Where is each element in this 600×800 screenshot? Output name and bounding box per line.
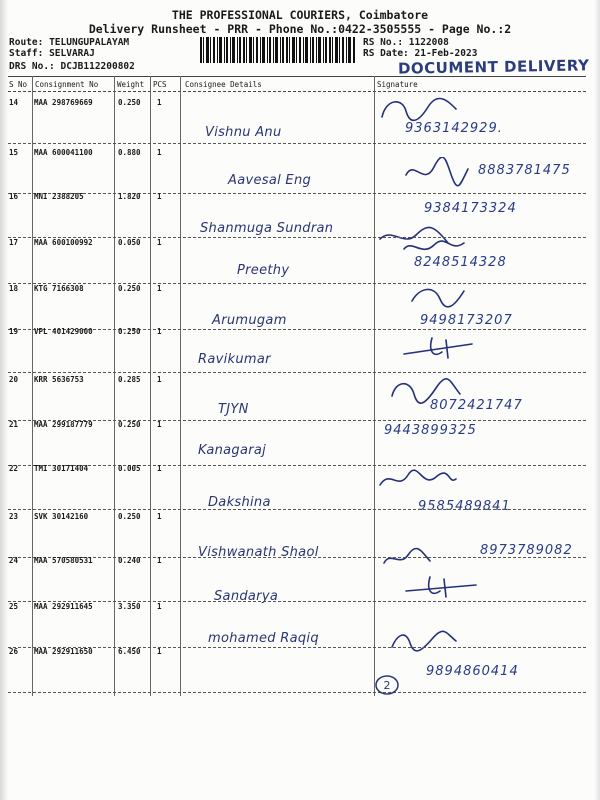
row-weight: 0.250 (118, 327, 141, 336)
row-weight: 0.005 (118, 464, 141, 473)
col-weight-header: Weight (117, 80, 145, 89)
col-consignee-header: Consignee Details (185, 80, 262, 89)
company-title: THE PROFESSIONAL COURIERS, Coimbatore (171, 8, 429, 22)
signature-stroke (382, 98, 456, 120)
consignee-name-handwritten: Preethy (237, 263, 290, 278)
row-weight: 0.880 (118, 148, 141, 157)
consignee-name-handwritten: Arumugam (212, 313, 287, 328)
row-weight: 0.240 (118, 556, 141, 565)
table-row (0, 553, 600, 604)
row-consignment-no: MAA 298769669 (34, 98, 93, 107)
table-row (0, 281, 600, 328)
row-consignment-no: MAA 292911650 (34, 647, 93, 656)
signature-scribble (378, 467, 458, 497)
receiver-phone-handwritten: 9363142929. (405, 121, 503, 136)
row-separator (8, 143, 586, 144)
row-consignment-no: KRR 5636753 (34, 375, 84, 384)
signature-stroke (404, 338, 472, 358)
receiver-phone-handwritten: 8973789082 (480, 543, 573, 558)
consignee-name-handwritten: mohamed Raqiq (208, 631, 319, 646)
route-line (9, 37, 129, 48)
row-pcs: 1 (157, 602, 162, 611)
document-delivery-stamp: DOCUMENT DELIVERY (397, 56, 590, 78)
table-row (0, 324, 600, 368)
table-row (0, 509, 600, 560)
row-pcs: 1 (157, 647, 162, 656)
signature-scribble (408, 281, 488, 311)
rs-date-value: 21-Feb-2023 (414, 48, 478, 59)
row-pcs: 1 (157, 192, 162, 201)
circled-page-number (372, 672, 402, 698)
drs-line (9, 61, 135, 72)
row-sno: 18 (9, 284, 19, 293)
col-sno-header: S No (9, 80, 28, 89)
rs-date-line (363, 48, 477, 59)
row-pcs: 1 (157, 512, 162, 521)
consignee-name-handwritten: Sandarya (214, 589, 279, 604)
col-signature-header: Signature (377, 80, 418, 89)
consignee-name-handwritten: Ravikumar (198, 352, 271, 367)
signature-stroke (404, 241, 464, 249)
signature-scribble (398, 334, 478, 364)
receiver-phone-handwritten: 9443899325 (384, 423, 477, 438)
row-sno: 19 (9, 327, 19, 336)
row-pcs: 1 (157, 284, 162, 293)
row-consignment-no: KTG 7166308 (34, 284, 84, 293)
table-row (0, 145, 600, 189)
circled-number: 2 (383, 679, 391, 692)
row-consignment-no: MAA 299187779 (34, 420, 93, 429)
row-sno: 17 (9, 238, 19, 247)
row-consignment-no: TMI 30171404 (34, 464, 89, 473)
row-sno: 14 (9, 98, 19, 107)
signature-stroke (406, 157, 468, 186)
row-consignment-no: MAA 292911645 (34, 602, 93, 611)
row-pcs: 1 (157, 98, 162, 107)
row-weight: 0.250 (118, 98, 141, 107)
row-pcs: 1 (157, 556, 162, 565)
drs-label: DRS No.: (9, 61, 55, 72)
row-weight: 0.250 (118, 512, 141, 521)
receiver-phone-handwritten: 8883781475 (478, 163, 571, 178)
row-sno: 26 (9, 647, 19, 656)
receiver-phone-handwritten: 8248514328 (414, 255, 507, 270)
receiver-phone-handwritten: 9384173324 (424, 201, 517, 216)
row-pcs: 1 (157, 375, 162, 384)
table-row (0, 189, 600, 236)
barcode (200, 37, 355, 63)
rs-date-label: RS Date: (363, 48, 409, 59)
row-weight: 0.250 (118, 284, 141, 293)
row-consignment-no: MAA 600041100 (34, 148, 93, 157)
table-row (0, 644, 600, 688)
row-separator (8, 692, 586, 693)
runsheet-subtitle: Delivery Runsheet - PRR - Phone No.:0422-3505555 - Page No.:2 (88, 22, 512, 36)
row-weight: 1.820 (118, 192, 141, 201)
row-sno: 24 (9, 556, 19, 565)
row-weight: 0.250 (118, 420, 141, 429)
consignee-name-handwritten: Vishnu Anu (205, 125, 282, 140)
table-top-rule (8, 76, 586, 77)
row-pcs: 1 (157, 327, 162, 336)
row-sno: 20 (9, 375, 19, 384)
signature-stroke (406, 577, 476, 597)
table-row (0, 417, 600, 461)
staff-line (9, 48, 95, 59)
signature-stroke (380, 470, 456, 485)
row-pcs: 1 (157, 420, 162, 429)
row-sno: 25 (9, 602, 19, 611)
receiver-phone-handwritten: 9894860414 (426, 664, 519, 679)
table-row (0, 599, 600, 646)
staff-label: Staff: (9, 48, 44, 59)
row-pcs: 1 (157, 148, 162, 157)
header-underline (8, 91, 586, 92)
row-consignment-no: MNI 2388205 (34, 192, 84, 201)
row-weight: 0.285 (118, 375, 141, 384)
row-sno: 15 (9, 148, 19, 157)
row-weight: 3.350 (118, 602, 141, 611)
row-sno: 23 (9, 512, 19, 521)
row-sno: 22 (9, 464, 19, 473)
row-sno: 21 (9, 420, 19, 429)
staff-value: SELVARAJ (49, 48, 95, 59)
row-consignment-no: MAA 570580531 (34, 556, 93, 565)
consignee-name-handwritten: Kanagaraj (198, 443, 267, 458)
rs-no-label: RS No.: (363, 37, 404, 48)
rs-no-value: 1122008 (408, 37, 449, 48)
receiver-phone-handwritten: 9498173207 (420, 313, 513, 328)
consignee-name-handwritten: Vishwanath Shaol (198, 545, 319, 560)
route-label: Route: (9, 37, 44, 48)
drs-value: DCJB112200802 (60, 61, 135, 72)
col-pcs-header: PCS (153, 80, 167, 89)
consignee-name-handwritten: Aavesal Eng (228, 173, 312, 188)
table-row (0, 95, 600, 139)
col-consignment-header: Consignment No (35, 80, 99, 89)
rs-no-line (363, 37, 449, 48)
table-row (0, 235, 600, 279)
consignee-name-handwritten: Shanmuga Sundran (200, 221, 334, 236)
row-consignment-no: SVK 30142160 (34, 512, 89, 521)
row-pcs: 1 (157, 464, 162, 473)
signature-scribble (404, 157, 484, 187)
table-row (0, 372, 600, 416)
row-consignment-no: MAA 600100992 (34, 238, 93, 247)
receiver-phone-handwritten: 9585489841 (418, 499, 511, 514)
signature-stroke (412, 289, 464, 306)
row-consignment-no: VPL 401429000 (34, 327, 93, 336)
row-weight: 6.450 (118, 647, 141, 656)
row-weight: 0.050 (118, 238, 141, 247)
row-pcs: 1 (157, 238, 162, 247)
receiver-phone-handwritten: 8072421747 (430, 398, 523, 413)
consignee-name-handwritten: TJYN (218, 402, 249, 417)
route-value: TELUNGUPALAYAM (49, 37, 130, 48)
row-sno: 16 (9, 192, 19, 201)
consignee-name-handwritten: Dakshina (208, 495, 271, 510)
table-row (0, 461, 600, 514)
